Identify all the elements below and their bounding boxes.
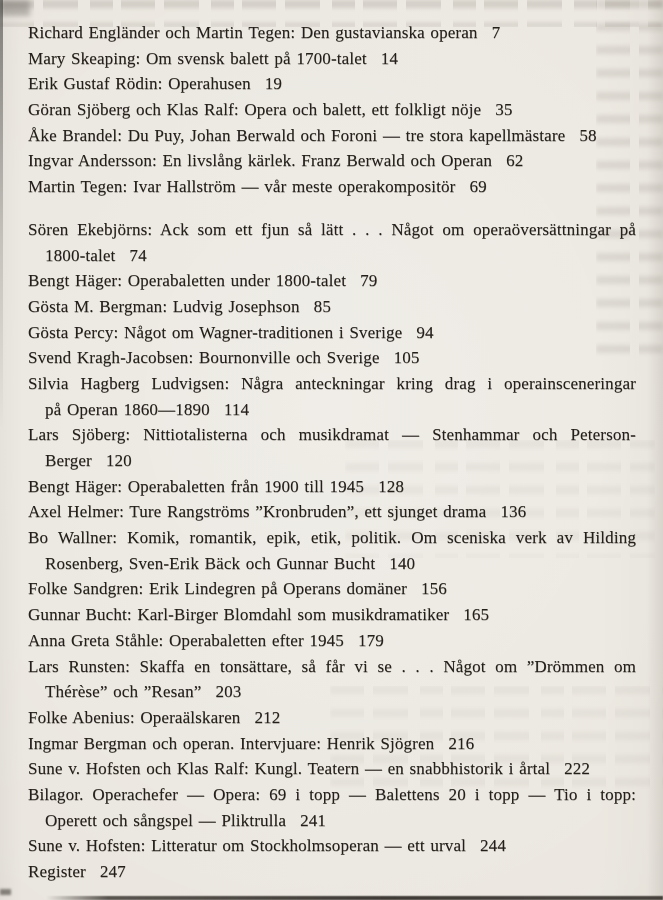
- toc-page-number: 203: [215, 682, 242, 702]
- toc-entry-text: Ingmar Bergman och operan. Intervjuare: Henrik Sjögren: [28, 733, 435, 753]
- toc-line: [28, 782, 636, 808]
- toc-page-number: 222: [564, 759, 591, 779]
- toc-entry-text: Bilagor. Operachefer — Opera: 69 i topp — Balettens 20 i topp — Tio i topp:: [28, 784, 636, 804]
- toc-line: [28, 859, 636, 885]
- scan-edge-left: [0, 0, 3, 430]
- toc-page-number: 216: [448, 733, 475, 753]
- toc-page-number: 7: [491, 23, 501, 42]
- toc-line: [28, 345, 636, 371]
- toc-page-number: 136: [500, 502, 527, 522]
- toc-entry-text: Anna Greta Ståhle: Operabaletten efter 1945: [28, 630, 344, 650]
- toc-page-number: 156: [421, 579, 447, 599]
- page-curve-shadow: [647, 0, 663, 900]
- toc-line: [28, 148, 636, 174]
- toc-page-number: 247: [99, 862, 126, 881]
- toc-page-number: 179: [357, 630, 384, 650]
- toc-page-number: 79: [360, 271, 378, 291]
- toc-page-number: 85: [313, 296, 331, 316]
- scan-edge-smudge: [0, 0, 30, 16]
- toc-line: [28, 808, 636, 834]
- toc-line: [28, 576, 636, 602]
- toc-entry-text: Martin Tegen: Ivar Hallström — vår meste operakompositör: [28, 177, 456, 197]
- toc-page-number: 94: [416, 322, 434, 342]
- toc-line: [28, 71, 636, 97]
- toc-line: [28, 20, 636, 46]
- toc-line: [28, 371, 636, 397]
- scan-edge-bottom: [46, 896, 663, 900]
- toc-page-number: 74: [129, 245, 147, 265]
- toc-entry-text: Rosenberg, Sven-Erik Bäck och Gunnar Bucht: [45, 553, 376, 573]
- toc-line: [28, 268, 636, 294]
- toc-entry-text: Gösta Percy: Något om Wagner-traditionen i Sverige: [28, 322, 403, 342]
- toc-line: [28, 123, 636, 149]
- toc-entry-text: Axel Helmer: Ture Rangströms ”Kronbruden”, ett sjunget drama: [28, 502, 487, 522]
- toc-entry-text: Sören Ekebjörns: Ack som ett fjun så lätt . . . Något om operaöversättningar på: [28, 219, 636, 239]
- toc-entry-text: Åke Brandel: Du Puy, Johan Berwald och Foroni — tre stora kapellmästare: [28, 125, 566, 145]
- toc-line: [28, 174, 636, 200]
- toc-line: [28, 448, 636, 474]
- toc-line: [28, 705, 636, 731]
- table-of-contents: [28, 20, 636, 885]
- toc-page-number: 14: [380, 48, 399, 68]
- toc-line: [28, 397, 636, 423]
- toc-page-number: 140: [389, 553, 416, 573]
- toc-entry-text: Svend Kragh-Jacobsen: Bournonville och Sverige: [28, 348, 380, 368]
- toc-page-number: 35: [495, 100, 513, 120]
- toc-entry-text: Mary Skeaping: Om svensk balett på 1700-talet: [28, 48, 367, 68]
- toc-entry-text: Folke Abenius: Operaälskaren: [28, 707, 241, 727]
- toc-entry-text: Folke Sandgren: Erik Lindegren på Operans domäner: [28, 579, 407, 599]
- toc-line: [28, 97, 636, 123]
- toc-line: [28, 602, 636, 628]
- toc-page-number: 165: [463, 605, 490, 625]
- toc-entry-text: Lars Runsten: Skaffa en tonsättare, så får vi se . . . Något om ”Drömmen om: [28, 656, 636, 676]
- toc-line: [28, 525, 636, 551]
- toc-line: [28, 422, 636, 448]
- toc-entry-text: 1800-talet: [45, 245, 116, 265]
- toc-entry-text: Bengt Häger: Operabaletten från 1900 till 1945: [28, 476, 365, 496]
- toc-entry-text: Silvia Hagberg Ludvigsen: Några anteckningar kring drag i operainsceneringar: [28, 373, 636, 393]
- toc-line: [28, 731, 636, 757]
- toc-page-number: 120: [105, 451, 132, 470]
- toc-line: [28, 551, 636, 577]
- toc-entry-text: Berger: [45, 451, 92, 470]
- toc-entry-text: Erik Gustaf Rödin: Operahusen: [28, 74, 251, 94]
- scan-edge-speck: [0, 889, 11, 895]
- toc-page-number: 58: [579, 125, 597, 145]
- toc-entry-text: Gösta M. Bergman: Ludvig Josephson: [28, 296, 300, 316]
- toc-entry-text: Register: [28, 862, 86, 881]
- toc-entry-text: Operett och sångspel — Pliktrulla: [45, 810, 287, 830]
- toc-line: [28, 654, 636, 680]
- toc-line: [28, 243, 636, 269]
- toc-line: [28, 756, 636, 782]
- toc-page-number: 19: [264, 74, 283, 94]
- toc-line: [28, 217, 636, 243]
- toc-page-number: 212: [254, 707, 281, 727]
- toc-entry-text: Richard Engländer och Martin Tegen: Den gustavianska operan: [28, 23, 478, 42]
- toc-entry-text: Thérèse” och ”Resan”: [45, 682, 202, 702]
- toc-page-number: 128: [378, 476, 405, 496]
- toc-entry-text: Sune v. Hofsten: Litteratur om Stockholmsoperan — ett urval: [28, 836, 467, 856]
- toc-page-number: 62: [506, 151, 524, 171]
- toc-line: [28, 499, 636, 525]
- toc-line: [28, 679, 636, 705]
- toc-page-number: 105: [393, 348, 420, 368]
- toc-line: [28, 320, 636, 346]
- toc-entry-text: Bo Wallner: Komik, romantik, epik, etik, politik. Om sceniska verk av Hilding: [28, 528, 636, 548]
- toc-entry-text: på Operan 1860—1890: [45, 399, 210, 419]
- toc-entry-text: Bengt Häger: Operabaletten under 1800-talet: [28, 271, 347, 291]
- toc-page-number: 69: [469, 177, 487, 197]
- toc-line: [28, 628, 636, 654]
- toc-page-number: 114: [223, 399, 250, 419]
- toc-entry-text: Sune v. Hofsten och Klas Ralf: Kungl. Teatern — en snabbhistorik i årtal: [28, 759, 551, 779]
- toc-line: [28, 833, 636, 859]
- toc-line: [28, 46, 636, 72]
- toc-line: [28, 294, 636, 320]
- toc-page-number: 244: [480, 836, 506, 856]
- toc-entry-text: Ingvar Andersson: En livslång kärlek. Franz Berwald och Operan: [28, 151, 493, 171]
- toc-page-number: 241: [300, 810, 327, 830]
- toc-entry-text: Lars Sjöberg: Nittiotalisterna och musikdramat — Stenhammar och Peterson-: [28, 425, 636, 445]
- toc-line: [28, 474, 636, 500]
- toc-entry-text: Gunnar Bucht: Karl-Birger Blomdahl som musikdramatiker: [28, 605, 450, 625]
- toc-entry-text: Göran Sjöberg och Klas Ralf: Opera och balett, ett folkligt nöje: [28, 100, 482, 120]
